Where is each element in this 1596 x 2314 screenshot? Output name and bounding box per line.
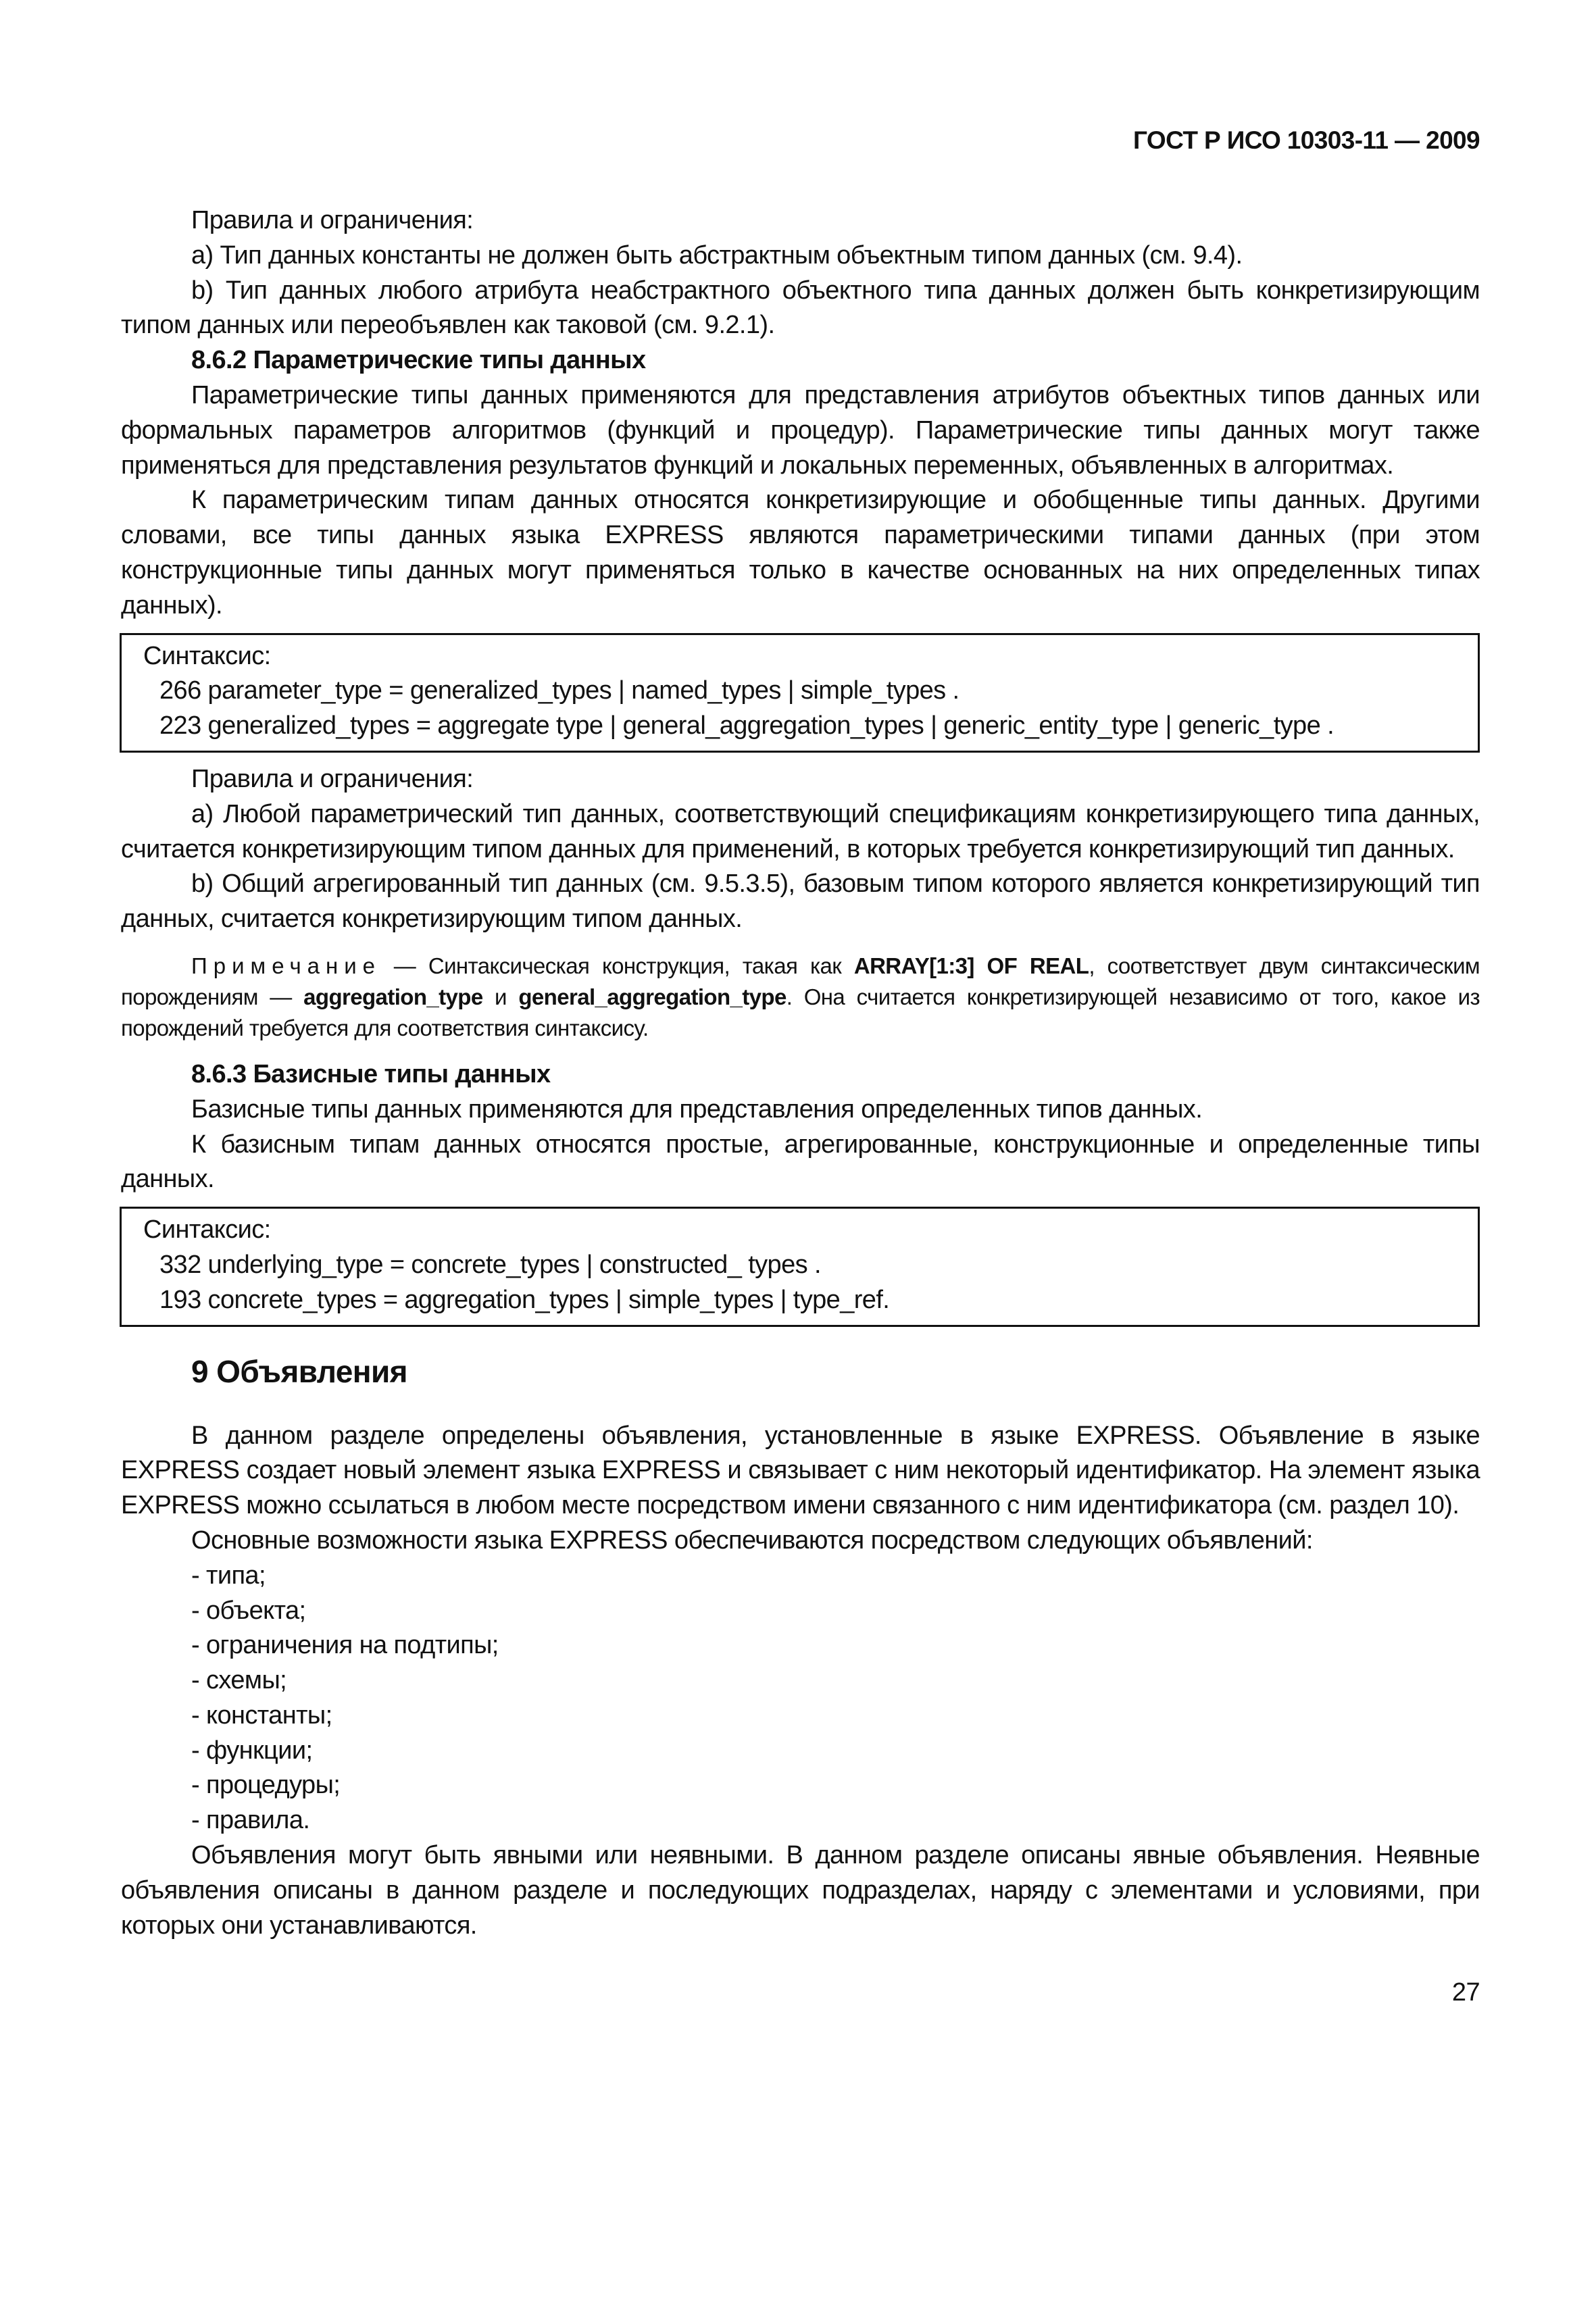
list-item: - процедуры; — [191, 1771, 341, 1800]
rule-b: b) Тип данных любого атрибута неабстрактного объектного типа данных должен быть конкретизирующим типом данных или переобъявлен как таковой (см. 9.2.1). — [121, 276, 1480, 340]
syntax-label: Синтаксис: — [143, 1215, 271, 1244]
rule-a: a) Любой параметрический тип данных, соответствующий спецификациям конкретизирующего типа данных, считается конкретизирующим типом данных для применений, в которых требуется конкретизирующий тип данных. — [121, 799, 1480, 863]
list-item: - объекта; — [191, 1596, 306, 1625]
syntax-box — [120, 1207, 1480, 1326]
paragraph: В данном разделе определены объявления, установленные в языке EXPRESS. Объявление в языке EXPRESS создает новый элемент языка EXPRESS и связывает с ним некоторый идентификатор. На элемент языка EXPRESS можно ссылаться в любом месте посредством имени связанного с ним идентификатора (см. раздел 10). — [121, 1421, 1480, 1520]
note-label: Примечание — [191, 953, 382, 978]
note-text: — Синтаксическая конструкция, такая как — [381, 953, 854, 978]
paragraph: Объявления могут быть явными или неявными. В данном разделе описаны явные объявления. Неявные объявления описаны в данном разделе и последующих подразделах, наряду с элементами и условиями, при которых они устанавливаются. — [121, 1841, 1480, 1940]
list-item: - правила. — [191, 1806, 310, 1835]
note-code: ARRAY[1:3] OF REAL — [853, 953, 1089, 978]
paragraph: Основные возможности языка EXPRESS обеспечиваются посредством следующих объявлений: — [191, 1526, 1313, 1555]
paragraph: Параметрические типы данных применяются для представления атрибутов объектных типов данных или формальных параметров алгоритмов (функций и процедур). Параметрические типы данных могут также применяться для представления результатов функций и локальных переменных, объявленных в алгоритмах. — [121, 380, 1480, 480]
syntax-rule: 223 generalized_types = aggregate type | general_aggregation_types | generic_entity_type | generic_type . — [159, 711, 1335, 740]
rules-label: Правила и ограничения: — [191, 206, 474, 234]
list-item: - ограничения на подтипы; — [191, 1631, 499, 1660]
paragraph: К базисным типам данных относятся простые, агрегированные, конструкционные и определенные типы данных. — [121, 1130, 1480, 1194]
section-8-6-3 — [121, 1057, 1480, 1197]
note-code: general_aggregation_type — [518, 984, 787, 1009]
syntax-rule: 332 underlying_type = concrete_types | constructed_ types . — [159, 1250, 821, 1279]
list-item: - типа; — [191, 1561, 266, 1590]
list-item: - константы; — [191, 1701, 332, 1730]
syntax-box — [120, 633, 1480, 753]
declaration-list — [121, 1559, 1480, 1838]
page-number: 27 — [1451, 1978, 1480, 2007]
note-text: и — [482, 984, 519, 1009]
section-8-6-2 — [121, 203, 1480, 624]
note-code: aggregation_type — [303, 984, 483, 1009]
rule-b: b) Общий агрегированный тип данных (см. 9.5.3.5), базовым типом которого является конкретизирующий тип данных, считается конкретизирующим типом данных. — [121, 870, 1480, 934]
paragraph: К параметрическим типам данных относятся конкретизирующие и обобщенные типы данных. Другими словами, все типы данных языка EXPRESS являются параметрическими типами данных (при этом конструкционные типы данных могут применяться только в качестве основанных на них определенных типах данных). — [121, 486, 1480, 620]
section-9-heading: 9 Объявления — [191, 1353, 407, 1389]
list-item: - схемы; — [191, 1666, 287, 1695]
note-text: . Она считается конкретизирующей независимо от того, какое из порождений требуется для соответствия синтаксису. — [121, 984, 1480, 1040]
syntax-rule: 266 parameter_type = generalized_types | named_types | simple_types . — [159, 676, 959, 705]
syntax-label: Синтаксис: — [143, 641, 271, 670]
section-9-body — [121, 1419, 1480, 1944]
list-item: - функции; — [191, 1736, 313, 1765]
section-heading: 8.6.3 Базисные типы данных — [191, 1059, 551, 1088]
paragraph: Базисные типы данных применяются для представления определенных типов данных. — [191, 1095, 1203, 1124]
rules-label: Правила и ограничения: — [191, 764, 474, 793]
rules-block — [121, 762, 1480, 937]
note — [121, 951, 1480, 1044]
document-header: ГОСТ Р ИСО 10303-11 — 2009 — [1133, 126, 1480, 154]
section-heading: 8.6.2 Параметрические типы данных — [191, 346, 646, 375]
syntax-rule: 193 concrete_types = aggregation_types | simple_types | type_ref. — [159, 1285, 890, 1314]
note-text: , соответствует двум синтаксическим порождениям — — [121, 953, 1480, 1009]
rule-a: a) Тип данных константы не должен быть абстрактным объектным типом данных (см. 9.4). — [191, 241, 1243, 270]
